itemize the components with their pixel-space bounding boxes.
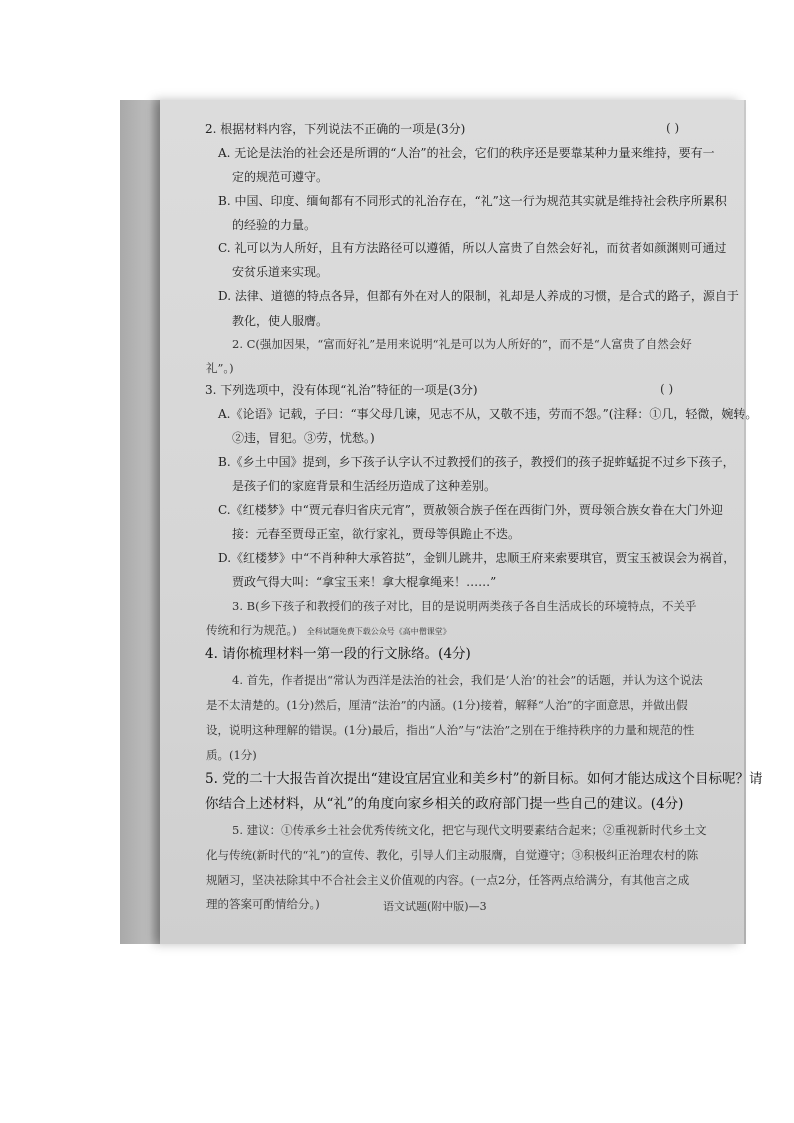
q4-answer-3: 设，说明这种理解的错误。(1分)最后，指出“人治”与“法治”之别在于维持秩序的力量和规范的性 bbox=[206, 723, 695, 737]
q3-option-c-cont: 接：元春至贾母正室，欲行家礼，贾母等俱跪止不迭。 bbox=[232, 527, 521, 541]
q2-option-b: B. 中国、印度、缅甸都有不同形式的礼治存在，“礼”这一行为规范其实就是维持社会秩序所累积 bbox=[218, 194, 727, 208]
q3-answer-cont: 传统和行为规范。) 全科试题免费下载公众号《高中僧课堂》 bbox=[206, 623, 451, 637]
q2-stem: 2. 根据材料内容，下列说法不正确的一项是(3分) bbox=[205, 122, 466, 136]
q2-option-a: A. 无论是法治的社会还是所谓的“人治”的社会，它们的秩序还是要靠某种力量来维持，要有一 bbox=[218, 146, 715, 160]
q5-answer-3: 规陋习，坚决祛除其中不合社会主义价值观的内容。(一点2分，任答两点给满分，有其他言之成 bbox=[206, 873, 690, 887]
q3-option-d-cont: 贾政气得大叫：“拿宝玉来！拿大棍拿绳来！……” bbox=[232, 575, 497, 589]
q2-answer-cont: 礼”。) bbox=[206, 361, 234, 375]
q3-option-b-cont: 是孩子们的家庭背景和生活经历造成了这种差别。 bbox=[232, 479, 497, 493]
q5-stem: 5. 党的二十大报告首次提出“建设宜居宜业和美乡村”的新目标。如何才能达成这个目标呢？请 bbox=[205, 771, 763, 787]
q2-option-d-cont: 教化，使人服膺。 bbox=[232, 314, 329, 328]
q2-answer: 2. C(强加因果，“富而好礼”是用来说明“礼是可以为人所好的”，而不是“人富贵了自然会好 bbox=[232, 337, 692, 351]
q2-option-d: D. 法律、道德的特点各异，但都有外在对人的限制，礼却是人养成的习惯，是合式的路子，源自于 bbox=[218, 289, 739, 303]
q5-stem-cont: 你结合上述材料，从“礼”的角度向家乡相关的政府部门提一些自己的建议。(4分) bbox=[205, 796, 684, 812]
q4-stem: 4. 请你梳理材料一第一段的行文脉络。(4分) bbox=[205, 646, 471, 662]
q3-stem: 3. 下列选项中，没有体现“礼治”特征的一项是(3分) bbox=[205, 383, 478, 397]
q3-option-a: A.《论语》记载，子曰：“事父母几谏，见志不从，又敬不违，劳而不怨。”(注释：①几，轻微，婉转。 bbox=[218, 407, 758, 421]
q3-answer-paren: ( ) bbox=[660, 382, 674, 396]
q3-option-b: B.《乡土中国》提到，乡下孩子认字认不过教授们的孩子，教授们的孩子捉蚱蜢捉不过乡下孩子， bbox=[218, 455, 735, 469]
q3-answer: 3. B(乡下孩子和教授们的孩子对比，目的是说明两类孩子各自生活成长的环境特点，不关乎 bbox=[232, 599, 697, 613]
q5-answer-1: 5. 建议：①传承乡土社会优秀传统文化，把它与现代文明要素结合起来；②重视新时代乡土文 bbox=[232, 823, 707, 837]
binding-edge bbox=[120, 100, 162, 944]
q3-option-a-cont: ②违，冒犯。③劳，忧愁。) bbox=[232, 431, 375, 445]
q3-option-c: C.《红楼梦》中“贾元春归省庆元宵”，贾赦领合族子侄在西街门外，贾母领合族女眷在大门外迎 bbox=[218, 503, 723, 517]
page-footer: 语文试题(附中版)—3 bbox=[383, 900, 487, 913]
q2-option-b-cont: 的经验的力量。 bbox=[232, 218, 317, 232]
q2-option-a-cont: 定的规范可遵守。 bbox=[232, 170, 329, 184]
q5-answer-2: 化与传统(新时代的“礼”)的宣传、教化，引导人们主动服膺，自觉遵守；③积极纠正治理农村的陈 bbox=[206, 848, 699, 862]
q4-answer-2: 是不太清楚的。(1分)然后，厘清“法治”的内涵。(1分)接着，解释“人治”的字面意思，并做出假 bbox=[206, 698, 688, 712]
q3-option-d: D.《红楼梦》中“不肖种种大承笞挞”，金钏儿跳井，忠顺王府来索要琪官，贾宝玉被误会为祸首， bbox=[218, 551, 736, 565]
q2-answer-paren: ( ) bbox=[666, 121, 680, 135]
q4-answer-1: 4. 首先，作者提出“常认为西洋是法治的社会，我们是‘人治’的社会”的话题，并认为这个说法 bbox=[232, 673, 703, 687]
q2-option-c: C. 礼可以为人所好，且有方法路径可以遵循，所以人富贵了自然会好礼，而贫者如颜渊则可通过 bbox=[218, 241, 727, 255]
q2-option-c-cont: 安贫乐道来实现。 bbox=[232, 265, 329, 279]
q5-answer-4: 理的答案可酌情给分。) bbox=[206, 897, 320, 911]
q4-answer-4: 质。(1分) bbox=[206, 748, 257, 762]
watermark-stamp: 全科试题免费下载公众号《高中僧课堂》 bbox=[306, 627, 451, 636]
